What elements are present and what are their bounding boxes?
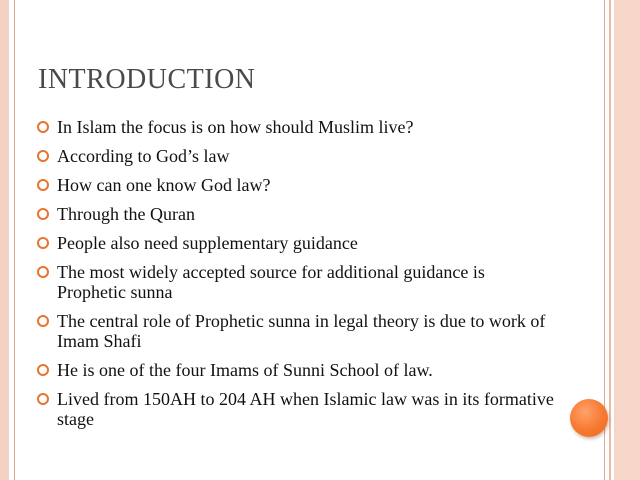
bullet-item	[35, 204, 555, 224]
bullet-text: How can one know God law?	[57, 175, 271, 195]
bullet-item	[35, 175, 555, 195]
slide-title: INTRODUCTION	[38, 64, 256, 95]
bullet-text: The central role of Prophetic sunna in legal theory is due to work of Imam Shafi	[57, 311, 546, 351]
bullet-icon	[37, 179, 49, 191]
left-border-line	[14, 0, 15, 480]
bullet-text: Through the Quran	[57, 204, 195, 224]
bullet-icon	[37, 208, 49, 220]
bullet-item	[35, 233, 555, 253]
bullet-icon	[37, 266, 49, 278]
bullet-item	[35, 117, 555, 137]
bullet-text: Lived from 150AH to 204 AH when Islamic law was in its formative stage	[57, 389, 554, 429]
bullet-text: The most widely accepted source for additional guidance is Prophetic sunna	[57, 262, 485, 302]
bullet-text: People also need supplementary guidance	[57, 233, 358, 253]
right-border-band	[614, 0, 640, 480]
bullet-item	[35, 146, 555, 166]
bullet-text: According to God’s law	[57, 146, 230, 166]
bullet-item	[35, 360, 555, 380]
bullet-text: He is one of the four Imams of Sunni School of law.	[57, 360, 433, 380]
bullet-item	[35, 389, 555, 429]
bullet-icon	[37, 315, 49, 327]
bullet-text: In Islam the focus is on how should Muslim live?	[57, 117, 414, 137]
left-border-stripe	[0, 0, 9, 480]
bullet-item	[35, 262, 555, 302]
bullet-item	[35, 311, 555, 351]
right-border-line-secondary	[609, 0, 611, 480]
bullet-icon	[37, 364, 49, 376]
bullet-list	[35, 117, 555, 438]
bullet-icon	[37, 150, 49, 162]
bullet-icon	[37, 393, 49, 405]
bullet-icon	[37, 237, 49, 249]
orange-circle-decoration	[570, 399, 608, 437]
bullet-icon	[37, 121, 49, 133]
